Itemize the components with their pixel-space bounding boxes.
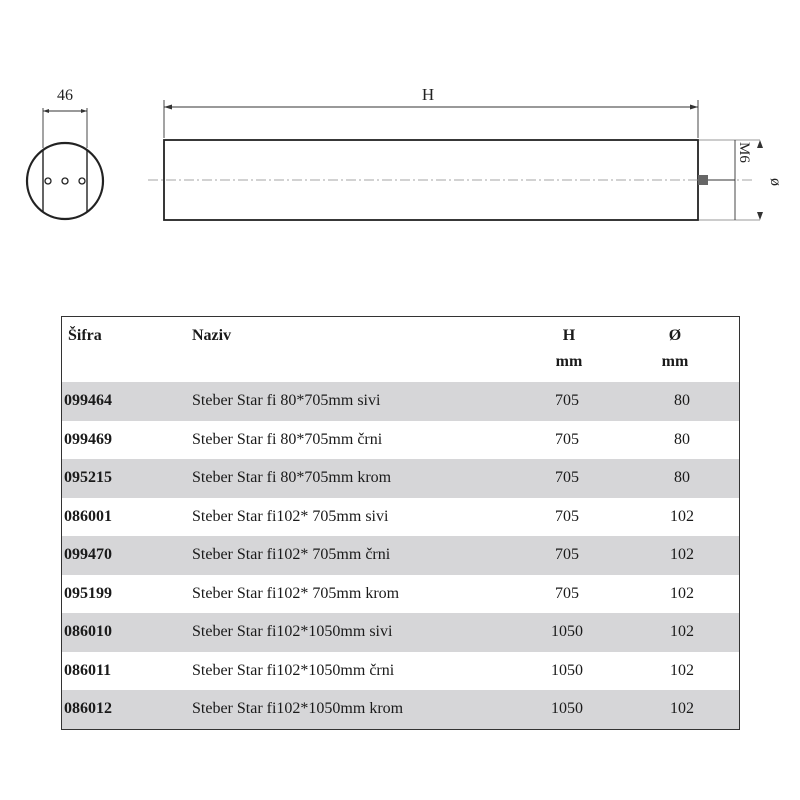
row-height: 705 <box>555 507 579 525</box>
width-dimension-label: 46 <box>57 87 73 104</box>
row-name: Steber Star fi102*1050mm sivi <box>192 623 393 640</box>
row-height: 1050 <box>551 623 583 640</box>
row-diameter: 102 <box>670 507 694 525</box>
spec-table <box>61 316 740 730</box>
row-name: Steber Star fi102*1050mm krom <box>192 700 404 717</box>
row-diameter: 80 <box>674 430 690 448</box>
row-code: 086011 <box>64 661 112 679</box>
row-height: 705 <box>555 469 579 486</box>
row-code: 099470 <box>64 546 112 563</box>
table-row <box>62 421 739 460</box>
hole-left-icon <box>45 178 51 184</box>
row-code: 095199 <box>64 584 112 602</box>
hole-right-icon <box>79 178 85 184</box>
table-row <box>62 382 739 421</box>
row-code: 086001 <box>64 507 112 525</box>
header-height-unit: mm <box>555 353 583 370</box>
row-name: Steber Star fi 80*705mm krom <box>192 469 392 486</box>
row-code: 086010 <box>64 623 112 640</box>
technical-drawing <box>0 0 800 260</box>
row-name: Steber Star fi 80*705mm sivi <box>192 392 381 409</box>
table-row <box>62 613 739 652</box>
row-diameter: 102 <box>670 623 694 640</box>
table-row <box>62 690 739 729</box>
diameter-label: ø <box>767 178 784 186</box>
row-code: 099469 <box>64 430 112 448</box>
row-name: Steber Star fi 80*705mm črni <box>192 430 383 448</box>
row-name: Steber Star fi102*1050mm črni <box>192 661 395 679</box>
row-diameter: 102 <box>670 661 694 679</box>
row-name: Steber Star fi102* 705mm sivi <box>192 507 389 525</box>
row-height: 705 <box>555 546 579 563</box>
row-diameter: 80 <box>674 469 690 486</box>
side-view <box>148 85 784 220</box>
table-row <box>62 459 739 498</box>
end-view <box>27 87 103 219</box>
row-height: 1050 <box>551 700 583 717</box>
row-name: Steber Star fi102* 705mm črni <box>192 546 391 563</box>
row-height: 705 <box>555 392 579 409</box>
table-row <box>62 498 739 537</box>
table-row <box>62 575 739 614</box>
table-row <box>62 536 739 575</box>
header-diameter: Ø <box>668 327 682 344</box>
row-diameter: 102 <box>670 700 694 717</box>
header-diameter-unit: mm <box>661 353 689 370</box>
row-code: 086012 <box>64 700 112 717</box>
table-row <box>62 652 739 691</box>
row-code: 095215 <box>64 469 112 486</box>
hole-center-icon <box>62 178 68 184</box>
row-height: 705 <box>555 430 579 448</box>
row-code: 099464 <box>64 392 112 409</box>
row-name: Steber Star fi102* 705mm krom <box>192 584 400 602</box>
row-diameter: 80 <box>674 392 690 409</box>
height-dimension-label: H <box>421 85 435 104</box>
row-height: 705 <box>555 584 579 602</box>
row-diameter: 102 <box>670 584 694 602</box>
header-height: H <box>562 327 576 344</box>
table-header <box>62 317 739 381</box>
row-diameter: 102 <box>670 546 694 563</box>
header-code: Šifra <box>68 327 102 344</box>
row-height: 1050 <box>551 661 583 679</box>
header-name: Naziv <box>192 327 232 344</box>
thread-label: M6 <box>736 142 752 163</box>
